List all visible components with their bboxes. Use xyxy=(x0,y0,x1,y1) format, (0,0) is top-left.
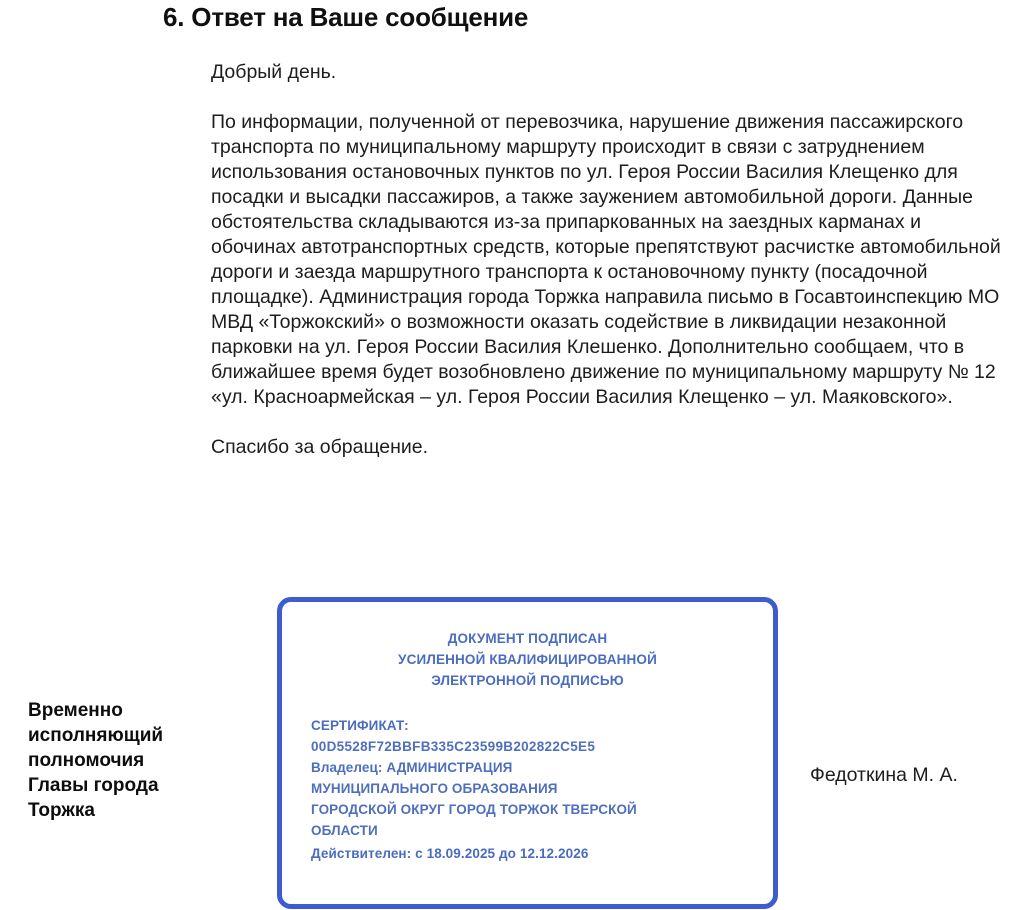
stamp-heading xyxy=(304,628,751,691)
paragraph-greeting: Добрый день. xyxy=(211,61,337,83)
owner-line-2: МУНИЦИПАЛЬНОГО ОБРАЗОВАНИЯ xyxy=(311,781,558,796)
paragraph-main: По информации, полученной от перевозчика, нарушение движения пассажирского транспорта по муниципальному маршруту происходит в связи с затруднением использования остановочных пунктов по ул. Героя России Василия Клещенко для посадки и высадки пассажиров, а также заужением автомобильной дороги. Данные обстоятельства складываются из-за припаркованных на заездных карманах и обочинах автотранспортных средств, которые препятствуют расчистке автомобильной дороги и заезда маршрутного транспорта к остановочному пункту (посадочной площадке). Администрация города Торжка направила письмо в Госавтоинспекцию МО МВД «Торжокский» о возможности оказать содействие в ликвидации незаконной парковки на ул. Героя России Василия Клешенко. Дополнительно сообщаем, что в ближайшее время будет возобновлено движение по муниципальному маршруту № 12 «ул. Красноармейская – ул. Героя России Василия Клещенко – ул. Маяковского». xyxy=(211,111,1001,408)
certificate-label: СЕРТИФИКАТ: xyxy=(311,718,409,733)
certificate-validity: Действителен: с 18.09.2025 до 12.12.2026 xyxy=(311,846,589,861)
stamp-heading-line-1: ДОКУМЕНТ ПОДПИСАН xyxy=(447,631,608,646)
signer-name: Федоткина М. А. xyxy=(810,764,958,786)
page-title: 6. Ответ на Ваше сообщение xyxy=(163,2,529,32)
owner-line-1: Владелец: АДМИНИСТРАЦИЯ xyxy=(311,760,513,775)
owner-line-4: ОБЛАСТИ xyxy=(311,823,378,838)
owner-line-3: ГОРОДСКОЙ ОКРУГ ГОРОД ТОРЖОК ТВЕРСКОЙ xyxy=(311,802,637,817)
response-body xyxy=(211,60,1011,460)
stamp-heading-line-2: УСИЛЕННОЙ КВАЛИФИЦИРОВАННОЙ xyxy=(398,652,657,667)
stamp-heading-line-3: ЭЛЕКТРОННОЙ ПОДПИСЬЮ xyxy=(431,673,624,688)
stamp-details xyxy=(304,715,751,864)
signer-position-title: Временно исполняющий полномочия Главы города Торжка xyxy=(28,700,164,821)
certificate-serial: 00D5528F72BBFB335C23599B202822C5E5 xyxy=(311,739,596,754)
paragraph-closing: Спасибо за обращение. xyxy=(211,436,429,458)
electronic-signature-stamp xyxy=(277,597,778,909)
